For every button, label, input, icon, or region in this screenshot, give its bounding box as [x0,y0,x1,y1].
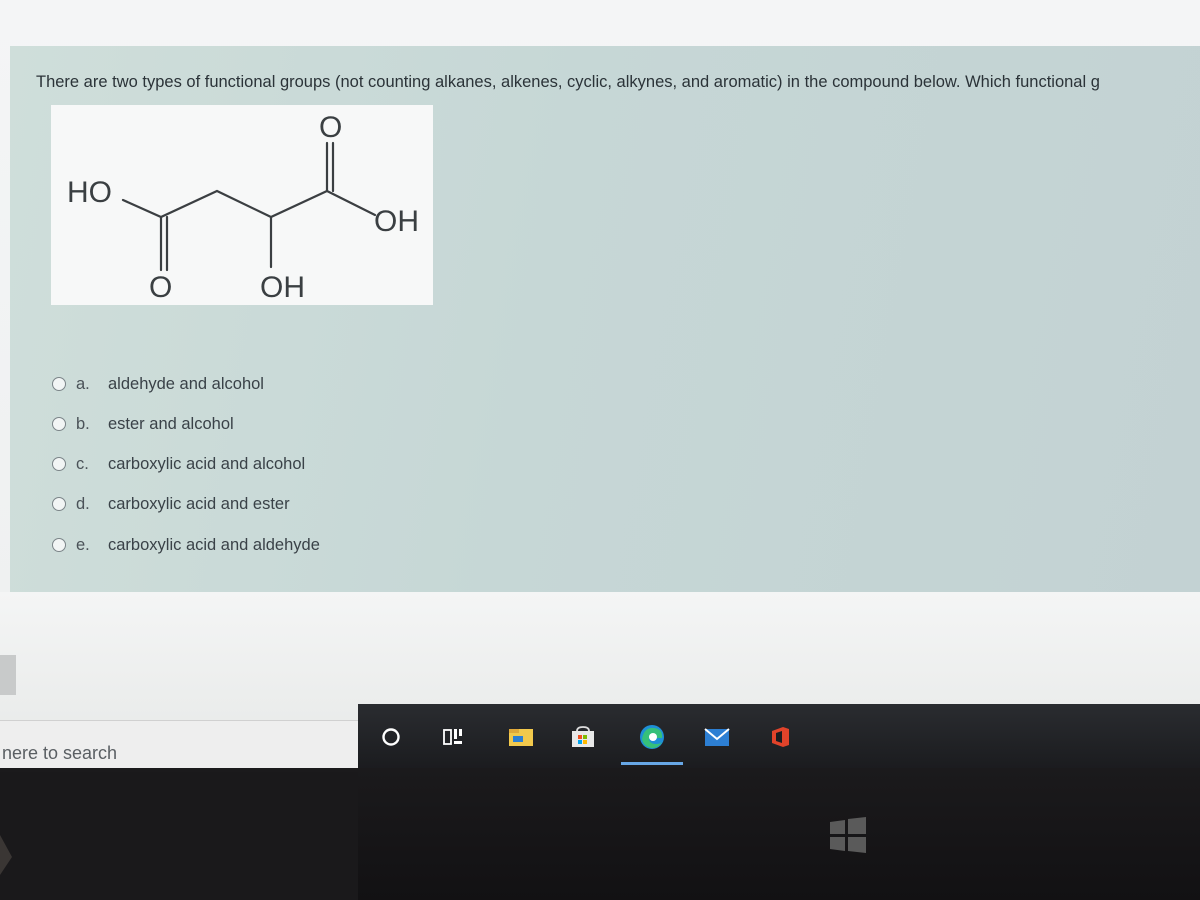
radio-button[interactable] [52,457,66,471]
option-text: carboxylic acid and ester [108,494,290,513]
file-explorer-icon[interactable] [508,726,534,748]
question-panel [10,46,1200,592]
label-ho-left: HO [67,176,112,209]
office-icon[interactable] [768,726,792,748]
option-c[interactable] [52,452,412,476]
option-e[interactable] [52,533,412,557]
radio-button[interactable] [52,497,66,511]
windows-logo-icon [828,816,868,854]
option-letter: b. [76,414,90,433]
option-text: ester and alcohol [108,414,234,433]
label-o-bottom: O [149,271,173,304]
edge-icon[interactable] [638,723,666,751]
scroll-side-tab[interactable] [0,655,16,695]
option-text: aldehyde and alcohol [108,374,264,393]
label-oh-right: OH [374,205,419,238]
page-bottom-area [0,592,1200,720]
bezel-corner-shape [0,835,18,875]
radio-button[interactable] [52,417,66,431]
option-letter: d. [76,494,90,513]
label-o-top: O [319,111,343,144]
task-view-icon[interactable] [442,726,464,748]
question-text: There are two types of functional groups (not counting alkanes, alkenes, cyclic, alkynes, and aromatic) in the compound below. Which functional g [36,73,1100,91]
search-placeholder: nere to search [2,743,118,763]
carbon-chain [123,191,375,217]
label-oh-bottom: OH [260,271,305,304]
active-app-indicator [621,762,683,765]
option-letter: e. [76,535,90,554]
option-letter: c. [76,454,89,473]
mail-icon[interactable] [704,726,730,748]
option-letter: a. [76,374,90,393]
taskbar-search-box[interactable] [0,720,358,773]
store-icon[interactable] [570,726,596,748]
option-a[interactable] [52,372,412,396]
cortana-circle-icon[interactable] [380,726,402,748]
chemical-structure-image [51,105,433,305]
radio-button[interactable] [52,377,66,391]
option-b[interactable] [52,412,412,436]
radio-button[interactable] [52,538,66,552]
monitor-bezel-left [0,772,358,900]
windows-taskbar [358,704,1200,768]
option-text: carboxylic acid and aldehyde [108,535,320,554]
option-text: carboxylic acid and alcohol [108,454,306,473]
option-d[interactable] [52,492,412,516]
